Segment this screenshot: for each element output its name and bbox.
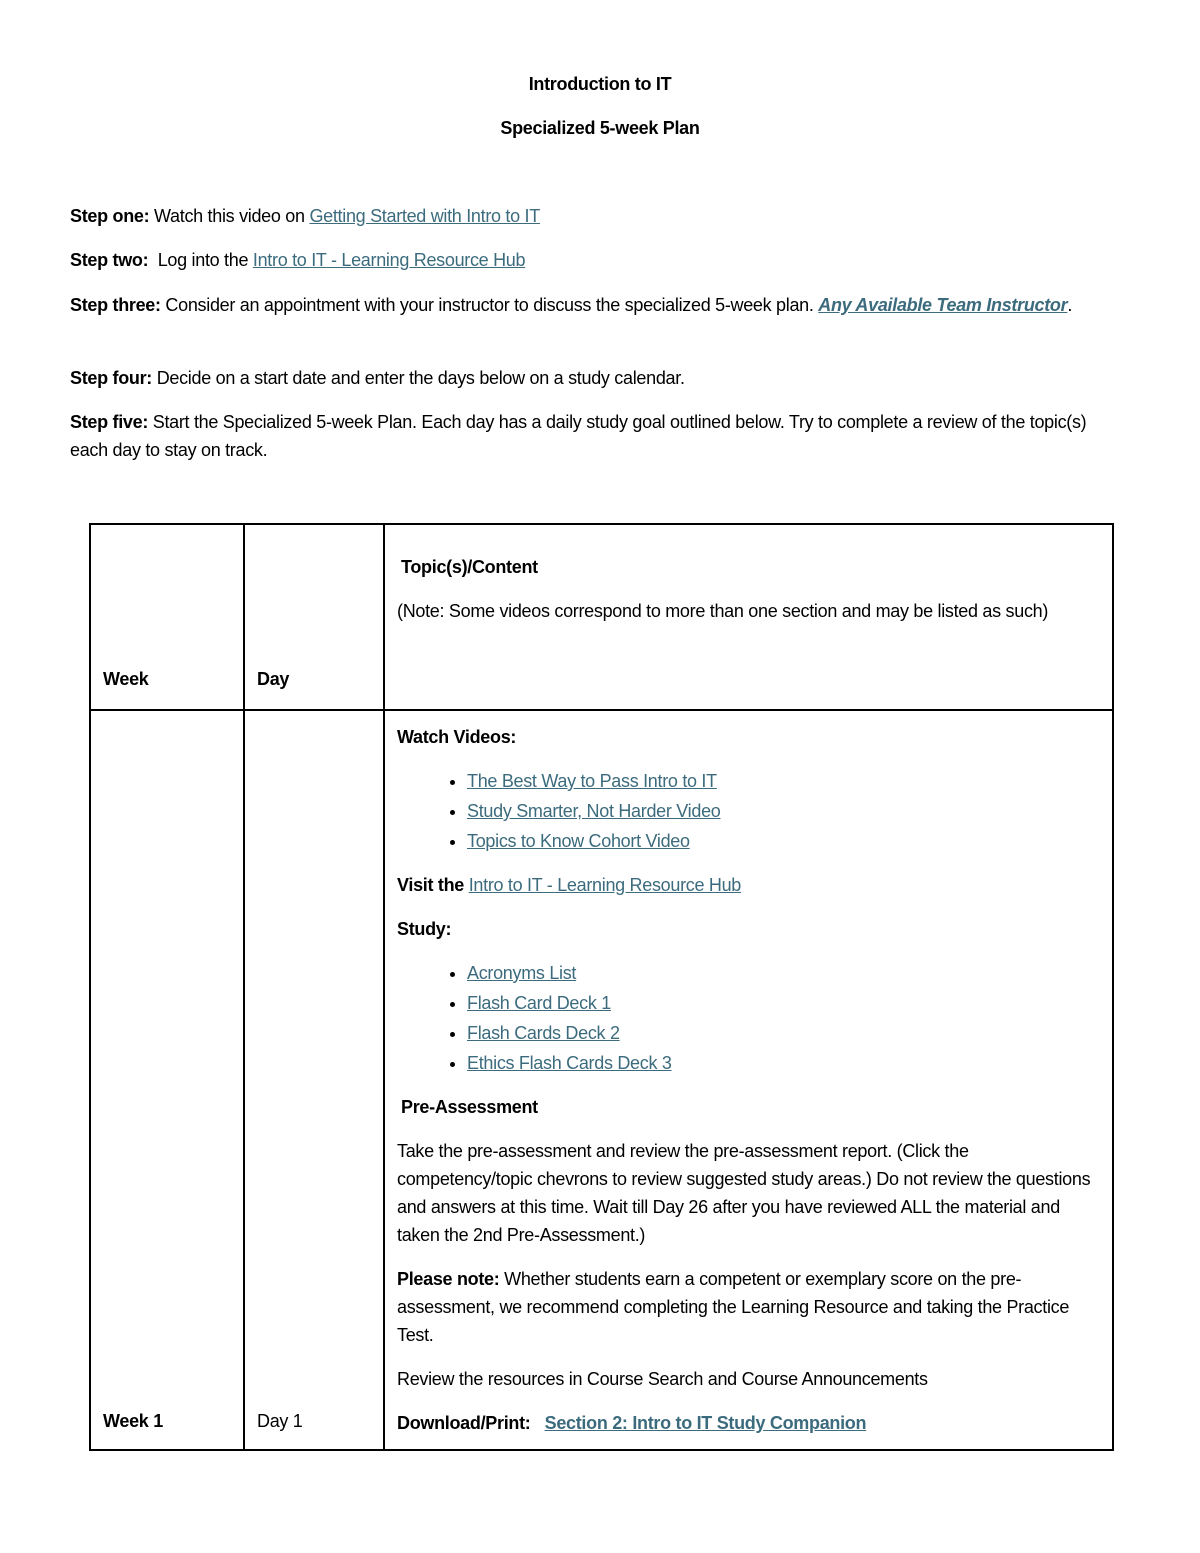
please-note-paragraph (397, 1265, 1100, 1349)
step-two-label: Step two: (70, 250, 149, 270)
step-five-text: Start the Specialized 5-week Plan. Each day has a daily study goal outlined below. Try to complete a review of the topic(s) each day to stay on track. (70, 412, 1087, 460)
step-three-text: Consider an appointment with your instructor to discuss the specialized 5-week plan. (160, 295, 819, 315)
list-item (467, 767, 1100, 795)
study-label: Study: (397, 919, 452, 939)
list-item (467, 989, 1100, 1017)
step-five (70, 408, 1120, 464)
step-three (70, 291, 1120, 319)
doc-title: Introduction to IT (528, 74, 672, 94)
header-note: (Note: Some videos correspond to more than one section and may be listed as such) (397, 601, 1049, 621)
download-spacer (531, 1413, 545, 1433)
list-item (467, 959, 1100, 987)
video-link-best-way[interactable]: The Best Way to Pass Intro to IT (467, 771, 717, 791)
step-two (70, 246, 1120, 274)
header-topic: Topic(s)/Content (401, 557, 538, 577)
header-day: Day (257, 669, 290, 689)
table-row (90, 710, 1113, 1450)
study-companion-link[interactable]: Section 2: Intro to IT Study Companion (544, 1413, 867, 1433)
study-list (397, 959, 1100, 1077)
day-cell: Day 1 (244, 710, 384, 1450)
pre-assessment-text: Take the pre-assessment and review the pre-assessment report. (Click the competency/topic chevrons to review suggested study areas.) Do not review the questions and answers at this time. Wait till Day 26 after you have reviewed ALL the material and taken the 2nd Pre-Assessment.) (397, 1141, 1091, 1245)
hub-link[interactable]: Intro to IT - Learning Resource Hub (468, 875, 742, 895)
step-four-text: Decide on a start date and enter the days below on a study calendar. (152, 368, 685, 388)
team-instructor-link[interactable]: Any Available Team Instructor (818, 295, 1068, 315)
video-list (397, 767, 1100, 855)
getting-started-link[interactable]: Getting Started with Intro to IT (309, 206, 540, 226)
learning-resource-hub-link[interactable]: Intro to IT - Learning Resource Hub (252, 250, 526, 270)
step-one-text: Watch this video on (149, 206, 310, 226)
header-topic-cell (384, 524, 1113, 710)
visit-label: Visit the (397, 875, 469, 895)
video-link-topics-cohort[interactable]: Topics to Know Cohort Video (467, 831, 690, 851)
pre-assessment-label: Pre-Assessment (401, 1097, 538, 1117)
step-four (70, 364, 1120, 392)
list-item (467, 797, 1100, 825)
list-item (467, 1049, 1100, 1077)
acronyms-list-link[interactable]: Acronyms List (467, 963, 577, 983)
week-cell: Week 1 (90, 710, 244, 1450)
content-cell (384, 710, 1113, 1450)
step-three-label: Step three: (70, 295, 161, 315)
ethics-flash-cards-deck-3-link[interactable]: Ethics Flash Cards Deck 3 (467, 1053, 672, 1073)
header-week-cell (90, 524, 244, 710)
watch-videos-label: Watch Videos: (397, 727, 517, 747)
step-five-label: Step five: (70, 412, 149, 432)
doc-subtitle: Specialized 5-week Plan (500, 118, 700, 138)
header-day-cell (244, 524, 384, 710)
step-four-label: Step four: (70, 368, 152, 388)
please-note-text: Whether students earn a competent or exemplary score on the pre-assessment, we recommend completing the Learning Resource and taking the Practice Test. (397, 1269, 1070, 1345)
header-week: Week (103, 669, 149, 689)
list-item (467, 827, 1100, 855)
please-note-label: Please note: (397, 1269, 500, 1289)
table-header-row (90, 524, 1113, 710)
flash-cards-deck-2-link[interactable]: Flash Cards Deck 2 (467, 1023, 620, 1043)
step-two-text: Log into the (148, 250, 253, 270)
study-plan-table (89, 523, 1114, 1451)
step-one (70, 202, 1120, 230)
list-item (467, 1019, 1100, 1047)
video-link-study-smarter[interactable]: Study Smarter, Not Harder Video (467, 801, 721, 821)
step-one-label: Step one: (70, 206, 150, 226)
flash-card-deck-1-link[interactable]: Flash Card Deck 1 (467, 993, 611, 1013)
download-label: Download/Print: (397, 1413, 531, 1433)
download-line (397, 1409, 1100, 1437)
visit-line (397, 871, 1100, 899)
step-three-end: . (1067, 295, 1073, 315)
review-resources-text: Review the resources in Course Search and Course Announcements (397, 1369, 928, 1389)
